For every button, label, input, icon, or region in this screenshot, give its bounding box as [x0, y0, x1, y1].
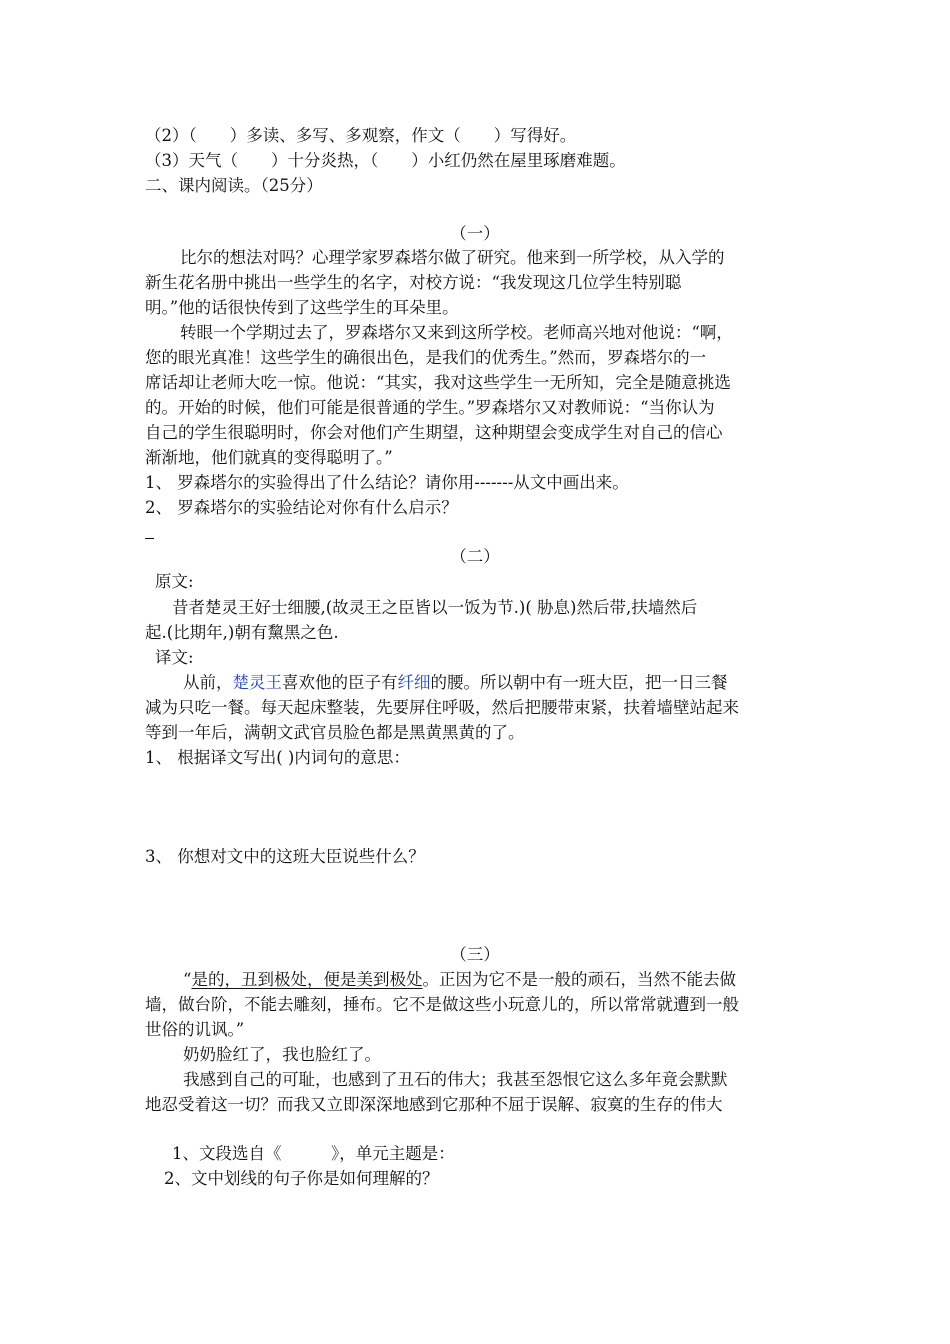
- passage-1-line: 您的眼光真准！这些学生的确很出色，是我们的优秀生。”然而，罗森塔尔的一: [145, 348, 707, 367]
- original-text-line: 起.(比期年,)朝有黧黑之色.: [145, 623, 339, 642]
- underlined-sentence: 是的，丑到极处，便是美到极处: [191, 970, 423, 989]
- passage-1-question-2: 2、 罗森塔尔的实验结论对你有什么启示？: [145, 498, 458, 517]
- passage-1-question-1: 1、 罗森塔尔的实验得出了什么结论？请你用-------从文中画出来。: [145, 473, 629, 492]
- passage-1-line: 渐渐地，他们就真的变得聪明了。”: [145, 448, 393, 467]
- stray-dash-mark: [145, 538, 154, 539]
- translation-text: 从前，: [183, 673, 233, 692]
- original-text-label: 原文:: [155, 572, 194, 591]
- section-heading: 二、课内阅读。（25分）: [145, 176, 323, 195]
- passage-3-line: [183, 968, 736, 992]
- original-text-line: 昔者楚灵王好士细腰,(故灵王之臣皆以一饭为节.)( 胁息)然后带,扶墙然后: [172, 598, 698, 617]
- translation-line: [183, 671, 728, 695]
- fill-in-item-2: （2）（ ）多读、多写、多观察，作文（ ）写得好。: [145, 126, 577, 145]
- passage-3-line: 奶奶脸红了，我也脸红了。: [183, 1045, 381, 1064]
- passage-3-line: 地忍受着这一切？而我又立即深深地感到它那种不屈于误解、寂寞的生存的伟大: [145, 1095, 723, 1114]
- fill-in-item-3: （3）天气（ ）十分炎热，（ ）小红仍然在屋里琢磨难题。: [145, 151, 626, 170]
- passage-1-line: 的。开始的时候，他们可能是很普通的学生。”罗森塔尔又对教师说：“当你认为: [145, 398, 715, 417]
- passage-3-question-1: 1、文段选自《 》，单元主题是：: [172, 1144, 455, 1163]
- translation-line: 等到一年后，满朝文武官员脸色都是黑黄黑黄的了。: [145, 723, 525, 742]
- passage-1-line: 转眼一个学期过去了，罗森塔尔又来到这所学校。老师高兴地对他说：“啊，: [180, 323, 733, 342]
- passage-1-title: （一）: [450, 224, 500, 243]
- passage-1-line: 比尔的想法对吗？心理学家罗森塔尔做了研究。他来到一所学校，从入学的: [180, 248, 725, 267]
- quote-mark: “: [183, 970, 192, 989]
- passage-1-line: 席话却让老师大吃一惊。他说：“其实，我对这些学生一无所知，完全是随意挑选: [145, 373, 731, 392]
- highlighted-term: 楚灵王: [232, 673, 282, 692]
- passage-2-title: （二）: [450, 547, 500, 566]
- passage-1-line: 明。”他的话很快传到了这些学生的耳朵里。: [145, 298, 459, 317]
- passage-3-title: （三）: [450, 945, 500, 964]
- translation-line: 减为只吃一餐。每天起床整装，先要屏住呼吸，然后把腰带束紧，扶着墙壁站起来: [145, 698, 739, 717]
- translation-text: 喜欢他的臣子有: [282, 673, 398, 692]
- highlighted-term: 纤细: [397, 673, 431, 692]
- translation-label: 译文:: [155, 648, 194, 667]
- passage-3-line: 世俗的讥讽。”: [145, 1020, 245, 1039]
- passage-2-question-3: 3、 你想对文中的这班大臣说些什么？: [145, 847, 425, 866]
- passage-3-line: 墙，做台阶，不能去雕刻，捶布。它不是做这些小玩意儿的，所以常常就遭到一般: [145, 995, 739, 1014]
- passage-1-line: 自己的学生很聪明时，你会对他们产生期望，这种期望会变成学生对自己的信心: [145, 423, 723, 442]
- passage-3-question-2: 2、文中划线的句子你是如何理解的？: [164, 1169, 439, 1188]
- passage-2-question-1: 1、 根据译文写出( )内词句的意思：: [145, 748, 410, 767]
- passage-3-text: 。正因为它不是一般的顽石，当然不能去做: [422, 970, 736, 989]
- passage-1-line: 新生花名册中挑出一些学生的名字，对校方说：“我发现这几位学生特别聪: [145, 273, 682, 292]
- translation-text: 的腰。所以朝中有一班大臣，把一日三餐: [430, 673, 728, 692]
- passage-3-line: 我感到自己的可耻，也感到了丑石的伟大；我甚至怨恨它这么多年竟会默默: [183, 1070, 728, 1089]
